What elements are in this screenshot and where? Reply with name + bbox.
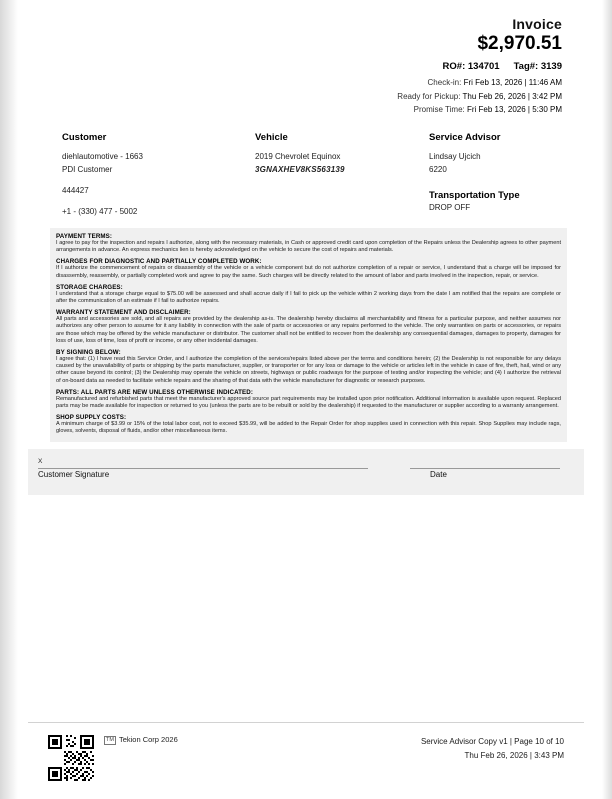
- terms-body-signing: I agree that: (1) I have read this Service Order, and I authorize the completion of the services/repairs listed above per the terms and conditions herein; (2) the Dealership is not responsible for any delays caused by the unavailability of parts or shipping by the parts manufacturer, supplier, or transporter or for any loss or damage to the vehicle or articles left in the vehicle in case of fire, theft, hail, wind or any other cause beyond its control; (3) the Dealership may operate the vehicle on streets, highways or public roadways for the purpose of testing and/or inspecting the vehicle; and (4) I authorize the retrieval of on-board data as needed to facilitate vehicle repairs and the sharing of that data with the vehicle manufacturer for diagnostic or research purposes.: [56, 356, 561, 384]
- terms-body-storage: I understand that a storage charge equal to $75.00 will be assessed and shall accrue daily if I fail to pick up the vehicle within 2 working days from the date I am notified that the repairs are complete or after the communication of an estimate if I fail to authorize repairs.: [56, 290, 561, 305]
- terms-body-diagnostic: If I authorize the commencement of repairs or disassembly of the vehicle or a vehicle component but do not authorize completion of a repair or service, I understand that a charge will be imposed for disassembly, reassembly, or partially completed work and agree to pay the same. Such charges will be directly related to the amount of labor and parts involved in the inspection, repair, or service.: [56, 265, 561, 279]
- terms-heading-warranty: WARRANTY STATEMENT AND DISCLAIMER:: [56, 309, 191, 317]
- vehicle-vin: 3GNAXHEV8KS563139: [255, 165, 345, 174]
- date-line: [410, 468, 560, 469]
- tag-label: Tag#: [513, 61, 536, 72]
- promise-label: Promise Time:: [413, 105, 465, 114]
- vehicle-heading: Vehicle: [255, 132, 288, 143]
- qr-code-icon: [48, 735, 94, 781]
- terms-heading-signing: BY SIGNING BELOW:: [56, 349, 121, 357]
- date-label: Date: [430, 470, 447, 479]
- terms-body-shop-supply: A minimum charge of $3.99 or 15% of the total labor cost, not to exceed $35.99, will be added to the Repair Order for shop supplies used in connection with this repair. Shop Supplies may include rags, gloves, solvents, disposal of fluids, and/or other miscellaneous items.: [56, 421, 561, 435]
- ro-value: 134701: [467, 61, 500, 72]
- checkin-row: [397, 76, 562, 90]
- service-advisor-block: [429, 132, 589, 214]
- customer-account: 444427: [62, 186, 89, 195]
- terms-and-conditions: [50, 228, 567, 442]
- customer-subname: PDI Customer: [62, 165, 113, 174]
- copy-page-line: Service Advisor Copy v1 | Page 10 of 10: [420, 737, 564, 746]
- trademark-icon: TM: [106, 737, 114, 743]
- footer-divider: [28, 722, 584, 723]
- signature-line: [38, 468, 368, 469]
- terms-heading-parts: PARTS: ALL PARTS ARE NEW UNLESS OTHERWISE INDICATED:: [56, 388, 254, 396]
- tag-value: 3139: [540, 61, 562, 72]
- transportation-value: DROP OFF: [429, 203, 471, 212]
- customer-name: diehlautomotive - 1663: [62, 152, 143, 161]
- ro-tag-line: RO#: 134701 Tag#: 3139: [442, 61, 562, 72]
- printed-timestamp: Thu Feb 26, 2026 | 3:43 PM: [464, 751, 564, 760]
- promise-value: Fri Feb 13, 2026 | 5:30 PM: [466, 105, 562, 114]
- customer-phone: +1 - (330) 477 - 5002: [62, 207, 138, 216]
- advisor-heading: Service Advisor: [429, 132, 501, 143]
- signature-x-mark: X: [38, 458, 43, 465]
- ro-label: RO#: [442, 61, 463, 72]
- checkin-label: Check-in:: [427, 78, 462, 87]
- appointment-meta: [397, 76, 562, 117]
- footer-right-block: [421, 735, 564, 763]
- copyright-line: [104, 735, 178, 745]
- ready-row: [397, 90, 562, 104]
- terms-heading-storage: STORAGE CHARGES:: [56, 283, 123, 291]
- terms-body-parts: Remanufactured and refurbished parts that meet the manufacturer's approved source part requirements may be installed upon prior notification. Additional information is available upon request. Replaced parts may be made available for inspection or returned to you (unless the parts are to be rebuilt or sold by the dealership) if requested to the manufacturer or supplier according to a warranty arrangement.: [56, 395, 561, 410]
- checkin-value: Fri Feb 13, 2026 | 11:46 AM: [463, 78, 562, 87]
- ready-label: Ready for Pickup:: [397, 91, 461, 101]
- signature-area: [28, 449, 584, 495]
- terms-heading-diagnostic: CHARGES FOR DIAGNOSTIC AND PARTIALLY COMPLETED WORK:: [56, 258, 262, 266]
- promise-row: [397, 103, 562, 117]
- terms-body-payment: I agree to pay for the inspection and repairs I authorize, along with the necessary materials, in Cash or approved credit card upon completion of the Repairs unless the Dealership agrees to other payment arrangements in advance. An express mechanics lien is hereby acknowledged on the vehicle to secure the cost of repairs and materials.: [56, 240, 561, 254]
- invoice-total-amount: $2,970.51: [477, 33, 562, 54]
- vehicle-block: [255, 132, 425, 176]
- page-title: Invoice: [512, 16, 562, 32]
- customer-heading: Customer: [62, 132, 107, 143]
- terms-heading-payment: PAYMENT TERMS:: [56, 233, 113, 240]
- copyright-text: Tekion Corp 2026: [118, 735, 178, 744]
- advisor-id: 6220: [429, 165, 447, 174]
- terms-body-warranty: All parts and accessories are sold, and all repairs are provided by the dealership as-is. The dealership hereby disclaims all merchantability and fitness for a particular purpose, and neither assumes nor authorizes any other person to assume for it any liability in connection with the sale of parts or accessories or any repairs performed to the vehicle. The only warranties on parts or accessories, or repairs are those which may be offered by the vehicle manufacturer or distributor. The customer shall not be entitled to recover from the dealership any consequential damages, damages to property, damages for loss of use, loss of time, loss of profit or income, or any other incidental damages.: [56, 316, 561, 344]
- ready-value: Thu Feb 26, 2026 | 3:42 PM: [462, 91, 562, 101]
- transportation-heading: Transportation Type: [429, 190, 520, 201]
- terms-heading-shop-supply: SHOP SUPPLY COSTS:: [56, 414, 127, 422]
- advisor-name: Lindsay Ujcich: [429, 152, 481, 161]
- signature-label: Customer Signature: [38, 470, 110, 479]
- customer-block: [62, 132, 242, 218]
- vehicle-description: 2019 Chevrolet Equinox: [255, 152, 341, 161]
